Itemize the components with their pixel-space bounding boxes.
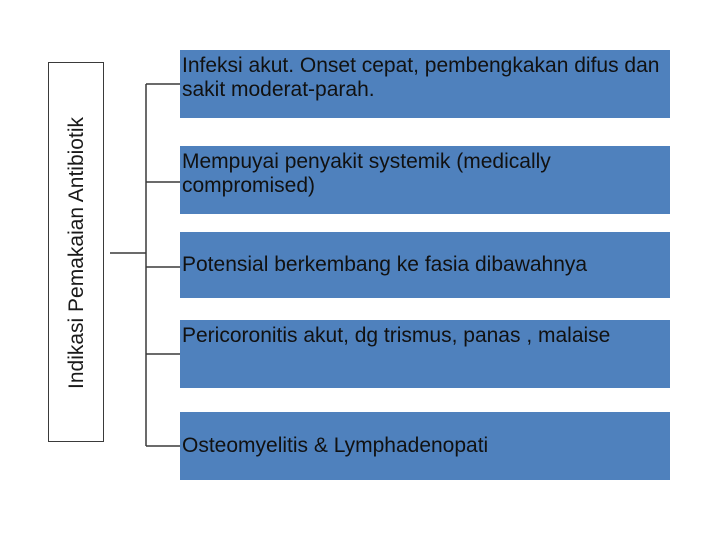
node-item-4 xyxy=(180,320,670,388)
node-item-2 xyxy=(180,146,670,214)
node-item-4-text: Pericoronitis akut, dg trismus, panas , malaise xyxy=(182,324,611,347)
node-item-5-text: Osteomyelitis & Lymphadenopati xyxy=(182,434,489,457)
root-label: Indikasi Pemakaian Antibiotik xyxy=(65,117,88,389)
node-item-3-text: Potensial berkembang ke fasia dibawahnya xyxy=(182,253,588,276)
node-item-1-text: Infeksi akut. Onset cepat, pembengkakan difus dan sakit moderat-parah. xyxy=(182,54,660,101)
node-item-5 xyxy=(180,412,670,480)
node-item-2-text: Mempuyai penyakit systemik (medically compromised) xyxy=(182,150,551,197)
node-item-1 xyxy=(180,50,670,118)
node-item-3 xyxy=(180,232,670,298)
